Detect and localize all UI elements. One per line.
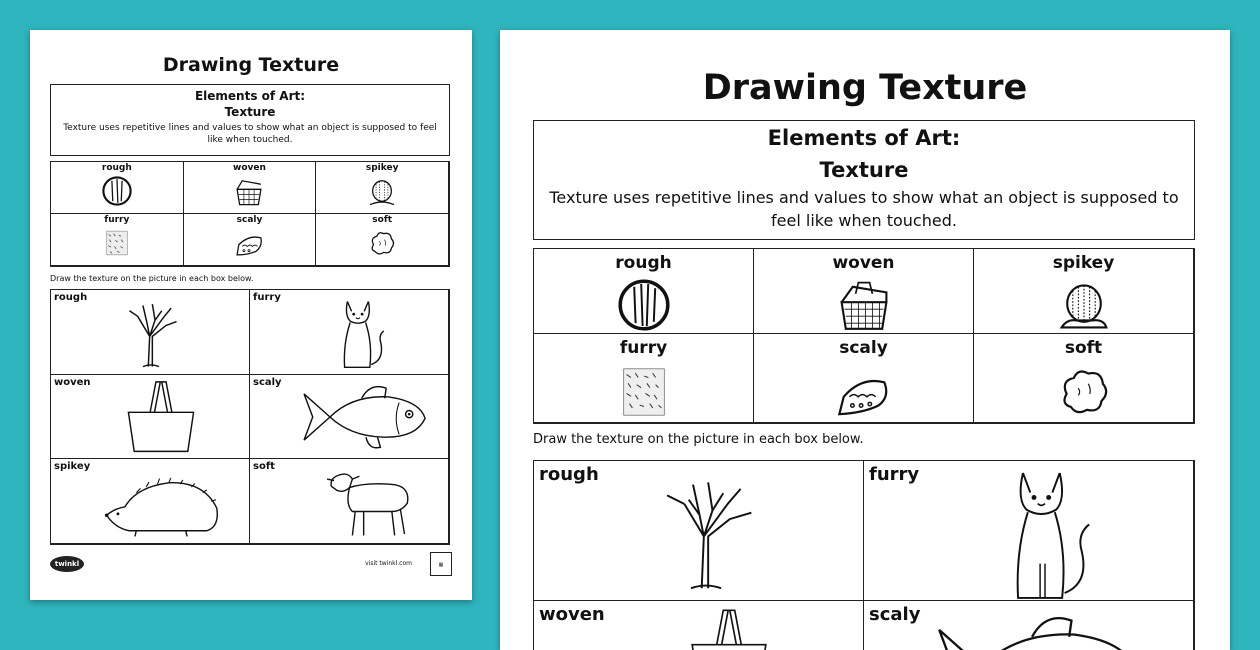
intro-text: Texture uses repetitive lines and values to show what an object is supposed to feel like when touched. bbox=[549, 188, 1179, 230]
log-slice-icon bbox=[616, 277, 672, 333]
cat-icon bbox=[996, 465, 1094, 601]
drawing-box-soft bbox=[249, 458, 449, 544]
texture-label: woven bbox=[233, 163, 266, 173]
log-slice-icon bbox=[100, 174, 134, 208]
drawing-box-scaly bbox=[249, 374, 449, 460]
texture-cell-woven bbox=[183, 161, 317, 214]
drawing-label: woven bbox=[539, 604, 605, 625]
instruction-text: Draw the texture on the picture in each box below. bbox=[50, 274, 254, 283]
texture-cell-soft bbox=[315, 213, 449, 266]
cactus-icon bbox=[1056, 277, 1112, 333]
drawing-grid bbox=[533, 460, 1195, 650]
texture-label: rough bbox=[101, 163, 132, 173]
qr-badge-icon: ▦ bbox=[430, 552, 452, 576]
basket-icon bbox=[121, 379, 201, 455]
drawing-box-spikey bbox=[50, 458, 250, 544]
texture-cell-furry bbox=[50, 213, 184, 266]
drawing-label: spikey bbox=[54, 461, 91, 473]
intro-box bbox=[50, 84, 450, 156]
fish-scale-icon bbox=[832, 362, 896, 420]
worksheet-preview-large bbox=[500, 30, 1230, 650]
drawing-box-furry bbox=[249, 289, 449, 375]
texture-label: woven bbox=[832, 253, 895, 273]
texture-label: spikey bbox=[365, 163, 399, 173]
drawing-label: woven bbox=[54, 376, 91, 388]
drawing-box-woven bbox=[533, 600, 864, 650]
drawing-label: rough bbox=[539, 464, 599, 485]
hedgehog-icon bbox=[101, 471, 221, 539]
texture-label: soft bbox=[372, 215, 393, 225]
texture-label: rough bbox=[615, 253, 672, 273]
texture-examples-grid bbox=[50, 161, 450, 267]
drawing-box-furry bbox=[863, 460, 1194, 601]
lamb-icon bbox=[324, 465, 416, 539]
intro-heading: Elements of Art: bbox=[767, 126, 961, 150]
twinkl-logo: twinkl bbox=[50, 556, 84, 572]
visit-link-text: visit twinkl.com bbox=[365, 560, 412, 567]
tree-icon bbox=[652, 467, 760, 595]
intro-subheading: Texture bbox=[819, 158, 909, 182]
texture-label: furry bbox=[619, 338, 668, 358]
texture-cell-furry bbox=[533, 333, 754, 423]
worksheet-title: Drawing Texture bbox=[702, 68, 1028, 108]
intro-heading: Elements of Art: bbox=[194, 89, 306, 103]
drawing-label: rough bbox=[54, 292, 88, 303]
texture-cell-rough bbox=[50, 161, 184, 214]
texture-cell-scaly bbox=[183, 213, 317, 266]
fish-scale-icon bbox=[232, 226, 266, 260]
drawing-label: furry bbox=[869, 464, 920, 485]
texture-cell-rough bbox=[533, 248, 754, 334]
texture-cell-spikey bbox=[315, 161, 449, 214]
fish-icon bbox=[300, 381, 432, 453]
worksheet-title: Drawing Texture bbox=[162, 54, 340, 76]
drawing-grid bbox=[50, 289, 450, 545]
tree-icon bbox=[116, 296, 186, 370]
drawing-box-woven bbox=[50, 374, 250, 460]
texture-label: spikey bbox=[1052, 253, 1115, 273]
worksheet-footer bbox=[50, 552, 452, 576]
cat-icon bbox=[332, 294, 388, 372]
drawing-label: furry bbox=[253, 292, 281, 303]
texture-cell-spikey bbox=[973, 248, 1194, 334]
drawing-box-rough bbox=[533, 460, 864, 601]
texture-label: scaly bbox=[236, 215, 263, 225]
cotton-ball-icon bbox=[1053, 362, 1115, 420]
intro-box bbox=[533, 120, 1195, 240]
texture-label: scaly bbox=[839, 338, 888, 358]
drawing-box-scaly bbox=[863, 600, 1194, 650]
texture-label: soft bbox=[1064, 338, 1103, 358]
texture-examples-grid bbox=[533, 248, 1195, 424]
fur-swatch-icon bbox=[100, 226, 134, 260]
texture-label: furry bbox=[104, 215, 130, 225]
drawing-box-rough bbox=[50, 289, 250, 375]
texture-cell-soft bbox=[973, 333, 1194, 423]
instruction-text: Draw the texture on the picture in each box below. bbox=[533, 432, 864, 447]
intro-subheading: Texture bbox=[224, 105, 276, 119]
fur-swatch-icon bbox=[615, 362, 673, 422]
picnic-basket-icon bbox=[835, 277, 893, 333]
drawing-label: soft bbox=[253, 461, 275, 473]
cotton-ball-icon bbox=[365, 226, 399, 260]
drawing-label: scaly bbox=[253, 376, 282, 388]
basket-icon bbox=[684, 607, 774, 650]
cactus-icon bbox=[365, 174, 399, 208]
texture-cell-scaly bbox=[753, 333, 974, 423]
drawing-label: scaly bbox=[869, 604, 921, 625]
texture-cell-woven bbox=[753, 248, 974, 334]
picnic-basket-icon bbox=[232, 174, 266, 208]
worksheet-preview-small bbox=[30, 30, 472, 600]
intro-text: Texture uses repetitive lines and values to show what an object is supposed to feel like when touched. bbox=[63, 123, 437, 145]
